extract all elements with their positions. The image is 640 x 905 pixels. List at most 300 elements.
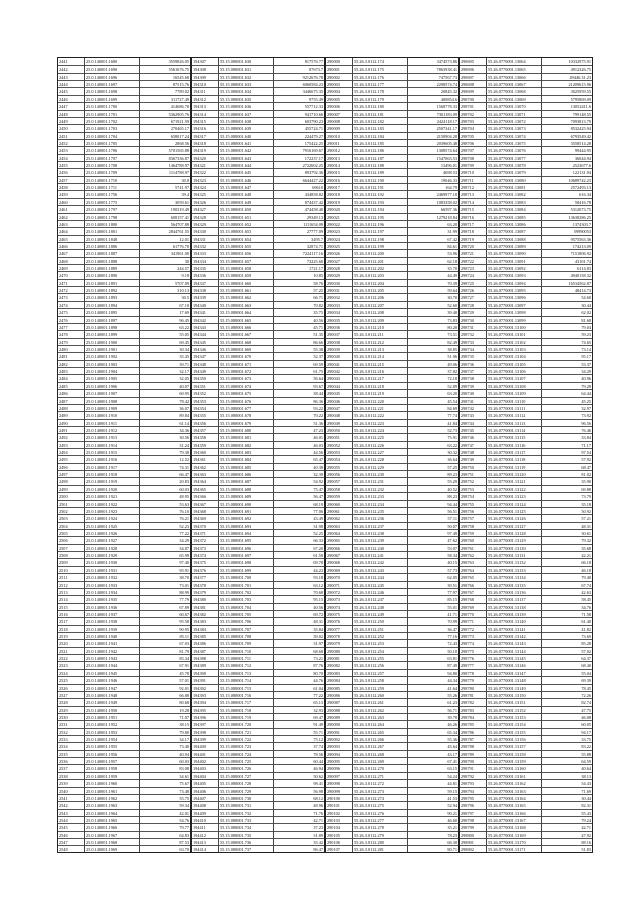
row-id-cell: 194375 bbox=[192, 558, 218, 565]
row-code-cell: 25.0.140001.1964 bbox=[85, 809, 139, 816]
row-value-cell: 95.58 bbox=[140, 617, 190, 624]
row-id-cell: 194348 bbox=[192, 360, 218, 367]
row-id-cell: 290068 bbox=[326, 558, 352, 565]
row-id-cell: 2466 bbox=[58, 242, 84, 249]
row-code-cell: 55.15.080001.714 bbox=[219, 676, 273, 683]
row-id-cell: 298771 bbox=[460, 617, 486, 624]
row-id-cell: 290011 bbox=[326, 139, 352, 146]
row-id-cell: 2483 bbox=[58, 367, 84, 374]
row-id-cell: 194323 bbox=[192, 176, 218, 183]
row-value-cell: 85.15 bbox=[408, 595, 458, 602]
row-value-cell: 48.96 bbox=[274, 801, 324, 808]
row-id-cell: 298774 bbox=[460, 639, 486, 646]
row-code-cell: 25.0.140001.1908 bbox=[85, 397, 139, 404]
row-id-cell: 2470 bbox=[58, 271, 84, 278]
row-code-cell: 25.0.140001.1707 bbox=[85, 154, 139, 161]
row-value-cell: 37.23 bbox=[274, 823, 324, 830]
row-code-cell: 55.26.0770001.13124 bbox=[487, 500, 541, 507]
row-value-cell: 1464788.97 bbox=[140, 161, 190, 168]
row-code-cell: 55.15.080001.717 bbox=[219, 698, 273, 705]
row-code-cell: 55.15.080001.695 bbox=[219, 536, 273, 543]
row-code-cell: 25.0.140001.1911 bbox=[85, 419, 139, 426]
row-value-cell: 44.49 bbox=[408, 271, 458, 278]
row-id-cell: 2509 bbox=[58, 558, 84, 565]
row-value-cell: 73225.60 bbox=[274, 257, 324, 264]
data-table-page bbox=[57, 57, 591, 853]
row-id-cell: 194371 bbox=[192, 529, 218, 536]
row-code-cell: 55.26.0770001.13142 bbox=[487, 632, 541, 639]
row-value-cell: 40.56 bbox=[274, 316, 324, 323]
row-value-cell: 73.83 bbox=[408, 316, 458, 323]
row-value-cell: 77.79 bbox=[140, 595, 190, 602]
row-code-cell: 25.0.140001.1710 bbox=[85, 176, 139, 183]
row-id-cell: 2481 bbox=[58, 352, 84, 359]
row-value-cell: 79.80 bbox=[140, 728, 190, 735]
row-code-cell: 55.26.3.0112.211 bbox=[353, 330, 407, 337]
row-id-cell: 298736 bbox=[460, 360, 486, 367]
row-id-cell: 290070 bbox=[326, 573, 352, 580]
row-id-cell: 2498 bbox=[58, 477, 84, 484]
row-code-cell: 55.26.0770001.13164 bbox=[487, 794, 541, 801]
row-value-cell: 270465.17 bbox=[140, 124, 190, 131]
row-value-cell: 53.07 bbox=[408, 544, 458, 551]
row-value-cell: 61.04 bbox=[274, 684, 324, 691]
row-value-cell: 95.91 bbox=[140, 566, 190, 573]
row-id-cell: 290088 bbox=[326, 706, 352, 713]
row-code-cell: 25.0.140001.1940 bbox=[85, 632, 139, 639]
row-id-cell: 290047 bbox=[326, 404, 352, 411]
row-code-cell: 55.26.3.0112.216 bbox=[353, 367, 407, 374]
row-id-cell: 194338 bbox=[192, 286, 218, 293]
row-id-cell: 290061 bbox=[326, 507, 352, 514]
row-value-cell: 13496.01 bbox=[408, 161, 458, 168]
row-value-cell: 31.99 bbox=[408, 227, 458, 234]
row-id-cell: 194363 bbox=[192, 470, 218, 477]
row-value-cell: 73.51 bbox=[408, 330, 458, 337]
row-value-cell: 77.74 bbox=[408, 411, 458, 418]
row-code-cell: 55.26.0770001.13075 bbox=[487, 139, 541, 146]
row-code-cell: 55.26.0770001.13150 bbox=[487, 691, 541, 698]
row-id-cell: 290080 bbox=[326, 647, 352, 654]
row-value-cell: 68.47 bbox=[542, 463, 592, 470]
row-id-cell: 298749 bbox=[460, 455, 486, 462]
row-id-cell: 2474 bbox=[58, 301, 84, 308]
row-id-cell: 290018 bbox=[326, 190, 352, 197]
row-value-cell: 30.32 bbox=[408, 448, 458, 455]
row-code-cell: 55.26.3.0112.273 bbox=[353, 787, 407, 794]
row-code-cell: 55.26.0770001.13122 bbox=[487, 485, 541, 492]
row-value-cell: 93.67 bbox=[274, 382, 324, 389]
row-code-cell: 55.26.3.0112.237 bbox=[353, 522, 407, 529]
row-value-cell: 80.71 bbox=[408, 845, 458, 852]
row-id-cell: 2522 bbox=[58, 654, 84, 661]
row-code-cell: 25.0.140001.1775 bbox=[85, 198, 139, 205]
row-id-cell: 298728 bbox=[460, 301, 486, 308]
row-code-cell: 55.26.3.0112.255 bbox=[353, 654, 407, 661]
row-value-cell: 45.64 bbox=[408, 742, 458, 749]
row-id-cell: 298779 bbox=[460, 676, 486, 683]
row-code-cell: 55.26.3.0112.270 bbox=[353, 764, 407, 771]
row-code-cell: 55.15.080001.677 bbox=[219, 404, 273, 411]
row-id-cell: 194350 bbox=[192, 374, 218, 381]
row-value-cell: 65.98 bbox=[140, 551, 190, 558]
row-code-cell: 55.26.0770001.13149 bbox=[487, 684, 541, 691]
row-code-cell: 25.0.140001.1702 bbox=[85, 117, 139, 124]
row-value-cell: 77.22 bbox=[274, 691, 324, 698]
row-id-cell: 2525 bbox=[58, 676, 84, 683]
row-code-cell: 55.26.3.0112.189 bbox=[353, 168, 407, 175]
row-value-cell: 60.05 bbox=[542, 720, 592, 727]
row-id-cell: 298712 bbox=[460, 183, 486, 190]
row-id-cell: 298797 bbox=[460, 809, 486, 816]
row-code-cell: 55.26.0770001.13139 bbox=[487, 610, 541, 617]
row-code-cell: 55.26.0770001.13087 bbox=[487, 227, 541, 234]
row-value-cell: 34.17 bbox=[140, 735, 190, 742]
row-id-cell: 290075 bbox=[326, 610, 352, 617]
row-id-cell: 194327 bbox=[192, 205, 218, 212]
row-id-cell: 298713 bbox=[460, 190, 486, 197]
row-id-cell: 194372 bbox=[192, 536, 218, 543]
row-id-cell: 290044 bbox=[326, 382, 352, 389]
row-value-cell: 10689742.23 bbox=[542, 176, 592, 183]
row-code-cell: 25.0.140001.1961 bbox=[85, 787, 139, 794]
row-id-cell: 298731 bbox=[460, 323, 486, 330]
row-value-cell: 874437.42 bbox=[274, 198, 324, 205]
row-code-cell: 55.15.080001.726 bbox=[219, 764, 273, 771]
row-id-cell: 290027 bbox=[326, 257, 352, 264]
row-code-cell: 55.26.0770001.13097 bbox=[487, 301, 541, 308]
row-id-cell: 194346 bbox=[192, 345, 218, 352]
row-code-cell: 55.15.080001.636 bbox=[219, 102, 273, 109]
row-value-cell: 68.68 bbox=[274, 647, 324, 654]
row-value-cell: 35.68 bbox=[542, 544, 592, 551]
row-code-cell: 55.26.0770001.13144 bbox=[487, 647, 541, 654]
row-code-cell: 55.26.3.0112.231 bbox=[353, 477, 407, 484]
row-code-cell: 55.26.0770001.13099 bbox=[487, 316, 541, 323]
row-id-cell: 194390 bbox=[192, 669, 218, 676]
row-value-cell: 45.54 bbox=[408, 397, 458, 404]
row-code-cell: 25.0.140001.1945 bbox=[85, 669, 139, 676]
row-value-cell: 39.51 bbox=[408, 581, 458, 588]
row-value-cell: 8532425.94 bbox=[542, 124, 592, 131]
row-id-cell: 194377 bbox=[192, 573, 218, 580]
row-code-cell: 25.0.140001.1697 bbox=[85, 80, 139, 87]
row-id-cell: 2486 bbox=[58, 389, 84, 396]
row-code-cell: 55.26.3.0112.244 bbox=[353, 573, 407, 580]
row-id-cell: 194307 bbox=[193, 59, 206, 64]
row-value-cell: 434858.82 bbox=[274, 190, 324, 197]
row-value-cell: 38.13 bbox=[542, 772, 592, 779]
row-code-cell: 55.15.080001.682 bbox=[219, 441, 273, 448]
row-value-cell: 40.64 bbox=[542, 764, 592, 771]
row-value-cell: 88.23 bbox=[408, 492, 458, 499]
row-code-cell: 25.0.140001.1935 bbox=[85, 595, 139, 602]
row-code-cell: 55.26.3.0112.199 bbox=[353, 242, 407, 249]
row-code-cell: 55.26.0770001.13084 bbox=[487, 205, 541, 212]
row-code-cell: 55.15.080001.650 bbox=[219, 205, 273, 212]
row-value-cell: 33.75 bbox=[542, 735, 592, 742]
row-value-cell: 87673.7 bbox=[274, 65, 324, 72]
row-value-cell: 70.22 bbox=[274, 411, 324, 418]
row-code-cell: 55.26.3.0112.258 bbox=[353, 676, 407, 683]
row-value-cell: 175422.25 bbox=[274, 139, 324, 146]
row-value-cell: 43.49 bbox=[274, 514, 324, 521]
row-id-cell: 298710 bbox=[460, 168, 486, 175]
row-value-cell: 2868.56 bbox=[140, 139, 190, 146]
row-value-cell: 61.23 bbox=[408, 698, 458, 705]
row-value-cell: 73.21 bbox=[274, 654, 324, 661]
row-id-cell: 298763 bbox=[460, 558, 486, 565]
row-code-cell: 55.26.3.0112.246 bbox=[353, 588, 407, 595]
row-id-cell: 298756 bbox=[460, 507, 486, 514]
row-value-cell: 69.72 bbox=[274, 610, 324, 617]
row-id-cell: 2541 bbox=[58, 794, 84, 801]
row-value-cell: 66.33 bbox=[274, 536, 324, 543]
row-value-cell: 91.49 bbox=[274, 720, 324, 727]
row-code-cell: 25.0.140001.1709 bbox=[85, 168, 139, 175]
row-id-cell: 290097 bbox=[326, 772, 352, 779]
row-value-cell: 66597.36 bbox=[408, 205, 458, 212]
row-value-cell: 10332975.91 bbox=[568, 59, 591, 64]
row-code-cell: 25.0.140001.1923 bbox=[85, 507, 139, 514]
row-code-cell: 55.15.080001.651 bbox=[219, 213, 273, 220]
row-code-cell: 55.26.0770001.13076 bbox=[487, 146, 541, 153]
row-value-cell: 55.38 bbox=[274, 345, 324, 352]
row-value-cell: 32874.71 bbox=[274, 242, 324, 249]
row-value-cell: 45.71 bbox=[274, 323, 324, 330]
row-value-cell: 30.5 bbox=[140, 293, 190, 300]
row-code-cell: 55.15.080001.701 bbox=[219, 581, 273, 588]
row-id-cell: 194413 bbox=[192, 838, 218, 845]
row-id-cell: 290081 bbox=[326, 654, 352, 661]
row-value-cell: 4912326.75 bbox=[542, 65, 592, 72]
row-value-cell: 44.81 bbox=[408, 779, 458, 786]
row-code-cell: 55.26.3.0112.272 bbox=[353, 779, 407, 786]
row-id-cell: 298782 bbox=[460, 698, 486, 705]
row-id-cell: 2443 bbox=[58, 73, 84, 80]
row-value-cell: 5312073.75 bbox=[542, 205, 592, 212]
row-id-cell: 290050 bbox=[326, 426, 352, 433]
row-id-cell: 194378 bbox=[192, 581, 218, 588]
row-value-cell: 79.04 bbox=[542, 323, 592, 330]
row-code-cell: 25.0.140001.1950 bbox=[85, 706, 139, 713]
row-id-cell: 298745 bbox=[460, 426, 486, 433]
row-code-cell: 55.26.0770001.13119 bbox=[487, 463, 541, 470]
row-code-cell: 55.26.0770001.13125 bbox=[487, 507, 541, 514]
row-code-cell: 25.0.140001.1966 bbox=[85, 823, 139, 830]
row-code-cell: 55.26.3.0112.219 bbox=[353, 389, 407, 396]
row-id-cell: 194329 bbox=[192, 220, 218, 227]
row-value-cell: 97.40 bbox=[140, 558, 190, 565]
row-code-cell: 55.15.080001.737 bbox=[219, 845, 273, 852]
row-code-cell: 25.0.140001.1962 bbox=[85, 794, 139, 801]
row-id-cell: 194395 bbox=[192, 706, 218, 713]
row-id-cell: 194361 bbox=[192, 455, 218, 462]
row-code-cell: 25.0.140001.1934 bbox=[85, 588, 139, 595]
row-id-cell: 298757 bbox=[460, 514, 486, 521]
row-id-cell: 298784 bbox=[460, 713, 486, 720]
row-id-cell: 194355 bbox=[192, 411, 218, 418]
row-value-cell: 77.97 bbox=[408, 588, 458, 595]
row-value-cell: 96.45 bbox=[140, 316, 190, 323]
row-code-cell: 25.0.140001.1914 bbox=[85, 441, 139, 448]
row-value-cell: 31.98 bbox=[274, 522, 324, 529]
row-value-cell: 564707.88 bbox=[140, 220, 190, 227]
row-value-cell: 2150904.28 bbox=[408, 132, 458, 139]
row-value-cell: 39.40 bbox=[408, 308, 458, 315]
row-value-cell: 21209615.96 bbox=[542, 80, 592, 87]
row-value-cell: 82.31 bbox=[542, 801, 592, 808]
row-value-cell: 4940158.32 bbox=[542, 271, 592, 278]
row-value-cell: 30.61 bbox=[542, 529, 592, 536]
row-id-cell: 298704 bbox=[460, 124, 486, 131]
row-id-cell: 298752 bbox=[460, 477, 486, 484]
row-value-cell: 55.01 bbox=[408, 603, 458, 610]
row-value-cell: 75.67 bbox=[140, 779, 190, 786]
row-value-cell: 400854.6 bbox=[408, 95, 458, 102]
row-value-cell: 30.34 bbox=[140, 345, 190, 352]
row-value-cell: 62.05 bbox=[408, 573, 458, 580]
row-id-cell: 2515 bbox=[58, 603, 84, 610]
row-code-cell: 55.26.0770001.13106 bbox=[487, 367, 541, 374]
row-id-cell: 298698 bbox=[460, 80, 486, 87]
row-value-cell: 48.31 bbox=[542, 522, 592, 529]
row-value-cell: 83.22 bbox=[542, 742, 592, 749]
row-value-cell: 75.47 bbox=[274, 485, 324, 492]
row-code-cell: 55.15.080001.676 bbox=[219, 397, 273, 404]
row-id-cell: 290046 bbox=[326, 397, 352, 404]
row-code-cell: 55.26.3.0112.248 bbox=[353, 603, 407, 610]
row-id-cell: 290034 bbox=[326, 308, 352, 315]
row-id-cell: 298705 bbox=[460, 132, 486, 139]
table-block-2 bbox=[191, 57, 325, 853]
row-value-cell: 40.96 bbox=[542, 374, 592, 381]
row-id-cell: 298773 bbox=[460, 632, 486, 639]
row-id-cell: 2520 bbox=[58, 639, 84, 646]
row-id-cell: 2510 bbox=[58, 566, 84, 573]
row-value-cell: 5362905.76 bbox=[140, 110, 190, 117]
row-code-cell: 25.0.140001.1953 bbox=[85, 728, 139, 735]
row-code-cell: 55.26.0770001.13163 bbox=[487, 787, 541, 794]
row-id-cell: 290053 bbox=[326, 448, 352, 455]
row-value-cell: 30.8 bbox=[140, 176, 190, 183]
row-id-cell: 194394 bbox=[192, 698, 218, 705]
row-id-cell: 290021 bbox=[326, 213, 352, 220]
row-value-cell: 71.07 bbox=[140, 713, 190, 720]
row-code-cell: 55.15.080001.725 bbox=[219, 757, 273, 764]
row-code-cell: 55.26.3.0112.268 bbox=[353, 750, 407, 757]
row-id-cell: 2502 bbox=[58, 507, 84, 514]
row-code-cell: 55.26.3.0112.184 bbox=[353, 132, 407, 139]
row-id-cell: 298739 bbox=[460, 382, 486, 389]
row-code-cell: 55.26.0770001.13090 bbox=[487, 249, 541, 256]
row-id-cell: 2518 bbox=[58, 625, 84, 632]
row-code-cell: 25.0.140001.1699 bbox=[85, 95, 139, 102]
column-codes bbox=[486, 58, 541, 852]
row-value-cell: 47.92 bbox=[542, 831, 592, 838]
row-value-cell: 60.03 bbox=[140, 757, 190, 764]
row-value-cell: 2523677.6 bbox=[542, 161, 592, 168]
row-id-cell: 298697 bbox=[460, 73, 486, 80]
row-code-cell: 55.26.0770001.13080 bbox=[487, 176, 541, 183]
row-value-cell: 9.18 bbox=[140, 271, 190, 278]
row-value-cell: 32.39 bbox=[274, 470, 324, 477]
row-code-cell: 25.0.140001.1929 bbox=[85, 551, 139, 558]
row-value-cell: 16545.68 bbox=[140, 73, 190, 80]
row-code-cell: 55.26.3.0112.226 bbox=[353, 441, 407, 448]
row-id-cell: 2521 bbox=[58, 647, 84, 654]
row-id-cell: 290023 bbox=[326, 227, 352, 234]
row-value-cell: 89.23 bbox=[408, 470, 458, 477]
row-id-cell: 194316 bbox=[192, 124, 218, 131]
row-id-cell: 2508 bbox=[58, 551, 84, 558]
row-value-cell: 57.01 bbox=[140, 676, 190, 683]
row-code-cell: 55.15.080001.668 bbox=[219, 338, 273, 345]
row-value-cell: 46.18 bbox=[542, 566, 592, 573]
row-code-cell: 25.0.140001.1698 bbox=[85, 87, 139, 94]
row-id-cell: 2457 bbox=[58, 176, 84, 183]
row-value-cell: 81.68 bbox=[542, 316, 592, 323]
row-code-cell: 55.26.3.0112.200 bbox=[353, 249, 407, 256]
row-value-cell: 45.25 bbox=[542, 397, 592, 404]
row-id-cell: 290078 bbox=[326, 632, 352, 639]
row-id-cell: 298711 bbox=[460, 176, 486, 183]
row-id-cell: 290002 bbox=[326, 73, 352, 80]
row-code-cell: 55.15.080001.675 bbox=[219, 389, 273, 396]
row-id-cell: 194326 bbox=[192, 198, 218, 205]
row-code-cell: 25.0.140001.1901 bbox=[85, 345, 139, 352]
row-code-cell: 55.15.080001.706 bbox=[219, 617, 273, 624]
row-id-cell: 290057 bbox=[326, 477, 352, 484]
row-value-cell: 2507341.17 bbox=[408, 124, 458, 131]
row-id-cell: 298761 bbox=[460, 544, 486, 551]
row-id-cell: 2462 bbox=[58, 213, 84, 220]
row-value-cell: 57.11 bbox=[408, 514, 458, 521]
row-value-cell: 6644427.22 bbox=[274, 176, 324, 183]
row-value-cell: 53.63 bbox=[140, 500, 190, 507]
row-id-cell: 194309 bbox=[192, 73, 218, 80]
row-value-cell: 7224117.16 bbox=[274, 249, 324, 256]
row-code-cell: 55.15.080001.696 bbox=[219, 544, 273, 551]
row-value-cell: 44.23 bbox=[274, 566, 324, 573]
row-code-cell: 55.26.0770001.13064 bbox=[488, 59, 526, 64]
row-code-cell: 55.26.3.0112.235 bbox=[353, 507, 407, 514]
row-code-cell: 55.15.080001.655 bbox=[219, 242, 273, 249]
row-id-cell: 194322 bbox=[192, 168, 218, 175]
row-value-cell: 608157.41 bbox=[140, 213, 190, 220]
row-value-cell: 51.36 bbox=[274, 419, 324, 426]
row-code-cell: 55.26.0770001.13115 bbox=[487, 433, 541, 440]
row-value-cell: 7093813.79 bbox=[542, 117, 592, 124]
row-code-cell: 55.26.3.0112.201 bbox=[353, 257, 407, 264]
row-value-cell: 2039605.48 bbox=[408, 139, 458, 146]
row-value-cell: 671921.59 bbox=[140, 117, 190, 124]
row-code-cell: 55.26.0770001.13131 bbox=[487, 551, 541, 558]
row-value-cell: 42.01 bbox=[140, 809, 190, 816]
row-value-cell: 38.15 bbox=[140, 720, 190, 727]
row-value-cell: 56.64 bbox=[274, 374, 324, 381]
row-value-cell: 30.70 bbox=[408, 293, 458, 300]
row-code-cell: 55.26.0770001.13138 bbox=[487, 603, 541, 610]
row-id-cell: 298775 bbox=[460, 647, 486, 654]
row-id-cell: 290029 bbox=[326, 271, 352, 278]
row-code-cell: 55.26.0770001.13088 bbox=[487, 235, 541, 242]
row-id-cell: 298701 bbox=[460, 102, 486, 109]
row-id-cell: 290049 bbox=[326, 419, 352, 426]
row-id-cell: 298747 bbox=[460, 441, 486, 448]
row-id-cell: 298742 bbox=[460, 404, 486, 411]
row-value-cell: 67.10 bbox=[140, 301, 190, 308]
